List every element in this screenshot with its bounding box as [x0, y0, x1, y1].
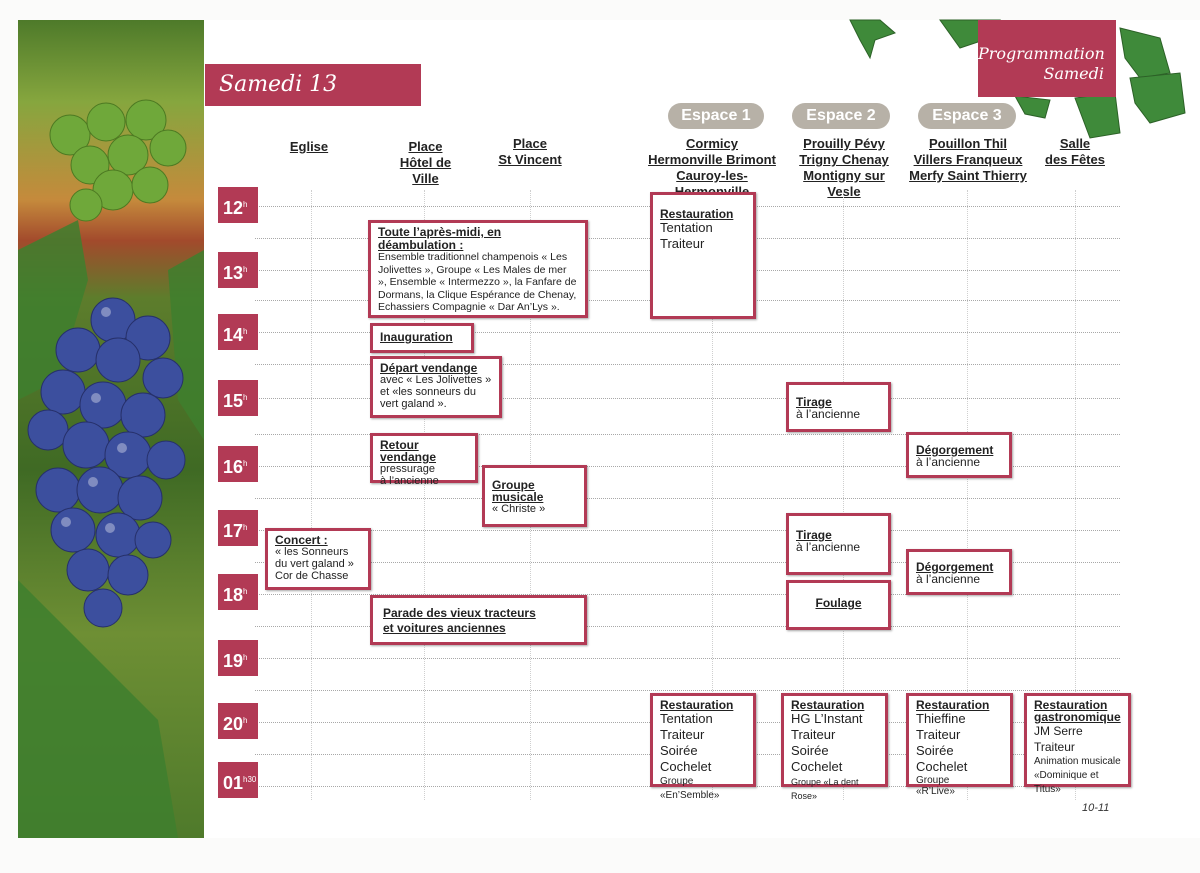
- space-pill-1: Espace 1: [668, 103, 764, 129]
- event-foulage: [786, 580, 891, 630]
- event-title: Retour vendange: [380, 438, 437, 464]
- event-body-line: à l’ancienne: [916, 572, 981, 586]
- event-body-line: vert galand ».: [380, 398, 447, 410]
- column-guide: [311, 190, 312, 800]
- event-title: Restauration: [791, 698, 865, 712]
- hour-number: 13: [223, 263, 244, 283]
- event-title: Toute l’après-midi, en déambulation :: [378, 225, 502, 252]
- hour-line: [255, 658, 1120, 659]
- event-groupe-musicale: [482, 465, 587, 527]
- event-tirage-17h: [786, 513, 891, 575]
- column-label: Ville: [412, 171, 439, 186]
- event-body-line: à l’ancienne: [796, 540, 861, 554]
- hour-number: 12: [223, 198, 244, 218]
- event-title: Inauguration: [380, 330, 453, 344]
- event-title: Restauration: [660, 207, 734, 221]
- column-label: Place: [513, 136, 547, 151]
- event-band-line: Groupe: [916, 775, 950, 786]
- event-body-line: du vert galand »: [275, 558, 354, 570]
- hour-suffix: h: [243, 523, 248, 532]
- event-body-line: Soirée Cochelet: [916, 743, 968, 774]
- hour-label-14: [218, 314, 258, 350]
- hour-suffix: h: [243, 393, 248, 402]
- column-label: St Vincent: [498, 152, 562, 167]
- half-hour-line: [255, 498, 1120, 499]
- hour-suffix: h: [243, 587, 248, 596]
- event-body-line: Tentation: [660, 220, 713, 235]
- column-label: Montigny sur Vesle: [803, 168, 885, 199]
- event-body-line: Traiteur: [660, 727, 705, 742]
- event-depart-vendange: [370, 356, 502, 418]
- event-title: Foulage: [815, 596, 862, 610]
- hour-label-15: [218, 380, 258, 416]
- event-title: Tirage: [796, 528, 832, 542]
- column-label: Place: [408, 139, 443, 154]
- column-hotel-de-ville: [383, 139, 468, 187]
- half-hour-line: [255, 690, 1120, 691]
- space-pill-2: Espace 2: [792, 103, 890, 129]
- column-espace-3: [908, 136, 1028, 184]
- event-restauration-salle-des-fetes: [1024, 693, 1131, 795]
- hour-label-18: [218, 574, 258, 610]
- event-restauration-espace-2: [781, 693, 888, 801]
- column-espace-2: [786, 136, 902, 200]
- event-body: Ensemble traditionnel champenois « Les Jolivettes », Groupe « Les Males de mer », Ensemble « Intermezzo », la Fanfare de Dormans, la Clique Espérance de Chenay, Echassiers Compagnie « Dar An’Lys ».: [378, 251, 577, 313]
- event-title: Tirage: [796, 395, 832, 409]
- event-body-line: Traiteur: [791, 727, 836, 742]
- event-band: Groupe «En’Semble»: [660, 776, 720, 801]
- event-body-line: avec « Les Jolivettes »: [380, 374, 492, 386]
- event-degorgement-16h: [906, 432, 1012, 478]
- event-body-line: Soirée Cochelet: [791, 743, 843, 774]
- hour-line: [255, 530, 1120, 531]
- hour-suffix: h30: [243, 775, 257, 784]
- event-title: Dégorgement: [916, 443, 994, 457]
- space-pill-3: Espace 3: [918, 103, 1016, 129]
- hour-number: 17: [223, 521, 244, 541]
- event-title: Concert :: [275, 533, 328, 547]
- event-title: Dégorgement: [916, 560, 994, 574]
- page-number: 10-11: [1082, 802, 1110, 814]
- program-badge-line-1: Programmation: [978, 44, 1105, 63]
- event-restauration-espace-3: [906, 693, 1013, 797]
- event-title-line: et voitures anciennes: [383, 621, 506, 635]
- hour-label-01h30: [218, 762, 258, 798]
- day-title: Samedi 13 Octobre: [205, 64, 421, 106]
- hour-label-19: [218, 640, 258, 676]
- event-title: Restauration: [660, 698, 734, 712]
- event-body-line: HG L’Instant: [791, 711, 863, 726]
- event-deambulation: [368, 220, 588, 318]
- hour-number: 14: [223, 325, 244, 345]
- event-parade: [370, 595, 587, 645]
- hour-label-17: [218, 510, 258, 546]
- hour-label-20: [218, 703, 258, 739]
- column-label: Hermonville Brimont: [648, 152, 776, 167]
- event-band-line: «Dominique et Titus»: [1034, 770, 1099, 795]
- hour-label-12: [218, 187, 258, 223]
- column-label: Cormicy: [685, 136, 739, 151]
- hour-label-13: [218, 252, 258, 288]
- event-tirage-15h: [786, 382, 891, 432]
- event-body-line: Traiteur: [660, 236, 705, 251]
- event-restauration-espace-1: [650, 693, 756, 801]
- hour-suffix: h: [243, 459, 248, 468]
- event-title: Groupe musicale: [492, 478, 544, 504]
- column-label: Hôtel de: [399, 155, 452, 170]
- column-label: Salle: [1059, 136, 1091, 151]
- column-label: Cauroy-les-: [676, 168, 748, 183]
- event-body-line: Tentation: [660, 711, 713, 726]
- event-retour-vendange: [370, 433, 478, 487]
- event-title-line: gastronomique: [1034, 710, 1121, 724]
- hour-number: 19: [223, 651, 244, 671]
- event-body-line: à l’ancienne: [916, 455, 981, 469]
- hour-suffix: h: [243, 265, 248, 274]
- program-badge-line-2: Samedi: [1043, 64, 1104, 83]
- event-title-line: Parade des vieux tracteurs: [383, 606, 536, 620]
- column-label: Trigny Chenay: [799, 152, 889, 167]
- event-degorgement-18h: [906, 549, 1012, 595]
- column-label: Pouillon Thil: [929, 136, 1007, 151]
- event-title: Départ vendange: [380, 361, 478, 375]
- hour-number: 20: [223, 714, 244, 734]
- column-label: Prouilly Pévy: [803, 136, 885, 151]
- hour-suffix: h: [243, 327, 248, 336]
- event-body-line: « Christe »: [492, 503, 546, 515]
- hour-label-16: [218, 446, 258, 482]
- column-label: Villers Franqueux: [913, 152, 1023, 167]
- grape-photo: [18, 20, 204, 838]
- event-title-line: Restauration: [1034, 698, 1108, 712]
- event-body-line: Soirée Cochelet: [660, 743, 712, 774]
- event-body-line: Thieffine Traiteur: [916, 711, 966, 742]
- hour-number: 01: [223, 773, 244, 793]
- hour-number: 18: [223, 585, 244, 605]
- event-band-line: Animation musicale: [1034, 756, 1121, 767]
- event-inauguration: [370, 323, 474, 353]
- event-band: Groupe «La dent Rose»: [791, 777, 859, 801]
- column-eglise: [270, 139, 348, 155]
- event-restauration-midi: [650, 192, 756, 319]
- event-band-line: «R’Live»: [916, 786, 955, 797]
- event-body-line: « les Sonneurs: [275, 546, 349, 558]
- event-body-line: à l’ancienne: [796, 407, 861, 421]
- column-st-vincent: [490, 136, 570, 168]
- event-body-line: pressurage: [380, 463, 436, 475]
- hour-suffix: h: [243, 200, 248, 209]
- event-body-line: et «les sonneurs du: [380, 386, 477, 398]
- event-body-line: Cor de Chasse: [275, 570, 349, 582]
- event-title: Restauration: [916, 698, 990, 712]
- program-badge: [978, 20, 1116, 97]
- column-label: Eglise: [289, 139, 329, 154]
- hour-suffix: h: [243, 716, 248, 725]
- column-label: Merfy Saint Thierry: [909, 168, 1027, 183]
- event-body-line: à l’ancienne: [380, 475, 439, 487]
- column-label: des Fêtes: [1045, 152, 1105, 167]
- event-concert: [265, 528, 371, 590]
- column-salle-des-fetes: [1040, 136, 1110, 168]
- hour-number: 16: [223, 457, 244, 477]
- hour-suffix: h: [243, 653, 248, 662]
- hour-number: 15: [223, 391, 244, 411]
- event-body-line: JM Serre Traiteur: [1034, 724, 1083, 754]
